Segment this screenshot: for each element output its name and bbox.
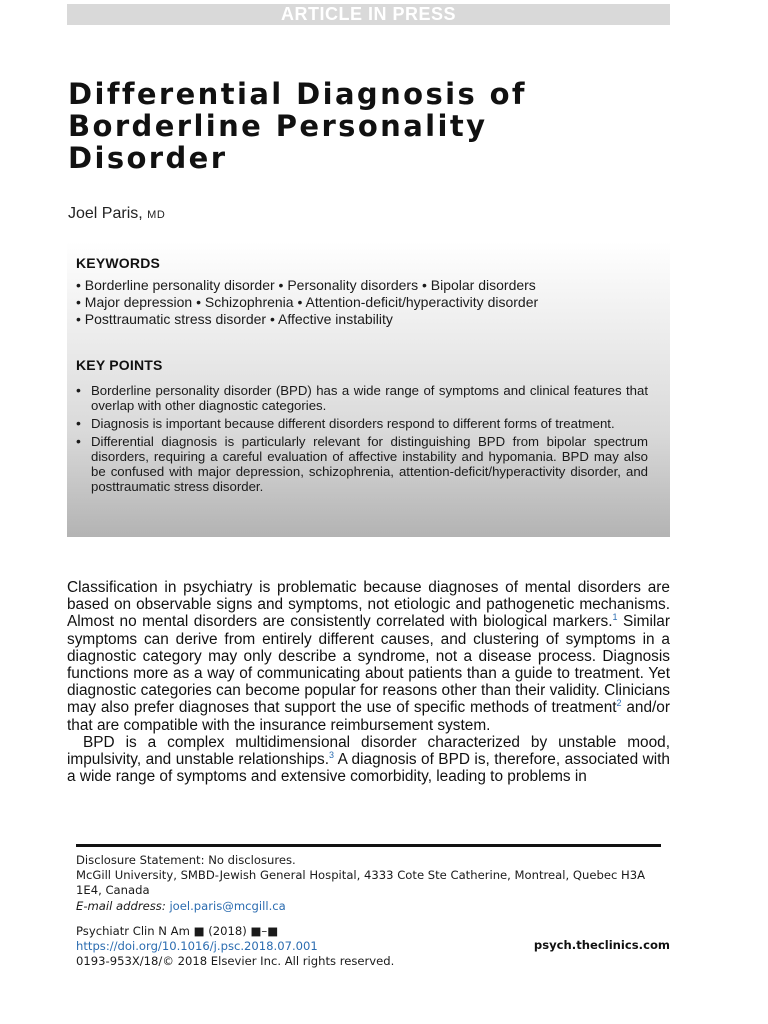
keywords-line-2: • Major depression • Schizophrenia • Attention-deficit/hyperactivity disorder — [76, 294, 539, 310]
email-link[interactable]: joel.paris@mcgill.ca — [169, 898, 286, 913]
reference-1-link[interactable]: 1 — [612, 612, 618, 623]
reference-2-link[interactable]: 2 — [616, 698, 622, 709]
body-p1-part-c: and/or that are compatible with the insurance reimbursement system. — [67, 699, 670, 734]
copyright-line: 0193-953X/18/© 2018 Elsevier Inc. All rights reserved. — [76, 954, 395, 969]
doi-link[interactable]: https://doi.org/10.1016/j.psc.2018.07.001 — [76, 939, 318, 954]
author-name: Joel Paris, — [68, 205, 143, 222]
keywords-heading: KEYWORDS — [76, 255, 161, 271]
email-label: E-mail address: — [76, 898, 166, 913]
title-line-1: Differential Diagnosis of — [68, 77, 527, 111]
keywords-line-3: • Posttraumatic stress disorder • Affective instability — [76, 311, 393, 327]
key-point-item: • Diagnosis is important because different disorders respond to different forms of treatment. — [76, 416, 648, 431]
keywords-line-1: • Borderline personality disorder • Personality disorders • Bipolar disorders — [76, 277, 536, 293]
article-title — [68, 78, 628, 174]
body-p2-part-a: BPD is a complex multidimensional disorder characterized by unstable mood, impulsivity, and unstable relationships. — [67, 733, 670, 769]
footer-divider — [76, 844, 661, 847]
body-p1-part-a: Classification in psychiatry is problematic because diagnoses of mental disorders are based on observable signs and symptoms, not etiologic and pathogenetic mechanisms. Almost no mental disorders are consistently correlated with biological markers. — [67, 579, 670, 631]
key-points-list — [76, 383, 648, 497]
key-point-item: • Borderline personality disorder (BPD) has a wide range of symptoms and clinical features that overlap with other diagnostic categories. — [76, 383, 648, 413]
author-byline — [68, 205, 165, 223]
disclosure-statement: Disclosure Statement: No disclosures. — [76, 853, 296, 867]
author-degree: MD — [147, 209, 166, 221]
email-line — [76, 899, 666, 914]
title-line-3: Disorder — [68, 141, 228, 175]
body-paragraph-1 — [67, 579, 670, 734]
body-p2-part-b: A diagnosis of BPD is, therefore, associated with a wide range of symptoms and extensive comorbidity, leading to problems in — [67, 751, 670, 786]
key-point-item: • Differential diagnosis is particularly relevant for distinguishing BPD from bipolar spectrum disorders, requiring a careful evaluation of affective instability and hypomania. BPD may also be confused with major depression, schizophrenia, attention-deficit/hyperactivity disorder, and posttraumatic stress disorder. — [76, 434, 648, 494]
key-points-heading: KEY POINTS — [76, 357, 163, 373]
title-line-2: Borderline Personality — [68, 109, 488, 143]
article-in-press-banner: ARTICLE IN PRESS — [67, 4, 670, 25]
reference-3-link[interactable]: 3 — [329, 750, 335, 761]
body-paragraph-2 — [67, 734, 670, 786]
keywords-keypoints-box — [67, 242, 670, 537]
body-p1-part-b: Similar symptoms can derive from entirely different causes, and clustering of symptoms in a diagnostic category may only describe a syndrome, not a disease process. Diagnosis functions more as a way of communicating about patients than a guide to treatment. Yet diagnostic categories can become popular for reasons other than their validity. Clinicians may also prefer diagnoses that support the use of specific methods of treatment — [67, 613, 670, 717]
article-body — [67, 579, 670, 785]
journal-citation: Psychiatr Clin N Am ■ (2018) ■–■ — [76, 923, 279, 938]
journal-website: psych.theclinics.com — [533, 938, 670, 952]
author-affiliation: McGill University, SMBD-Jewish General Hospital, 4333 Cote Ste Catherine, Montreal, Quebec H3A 1E4, Canada — [76, 868, 646, 898]
